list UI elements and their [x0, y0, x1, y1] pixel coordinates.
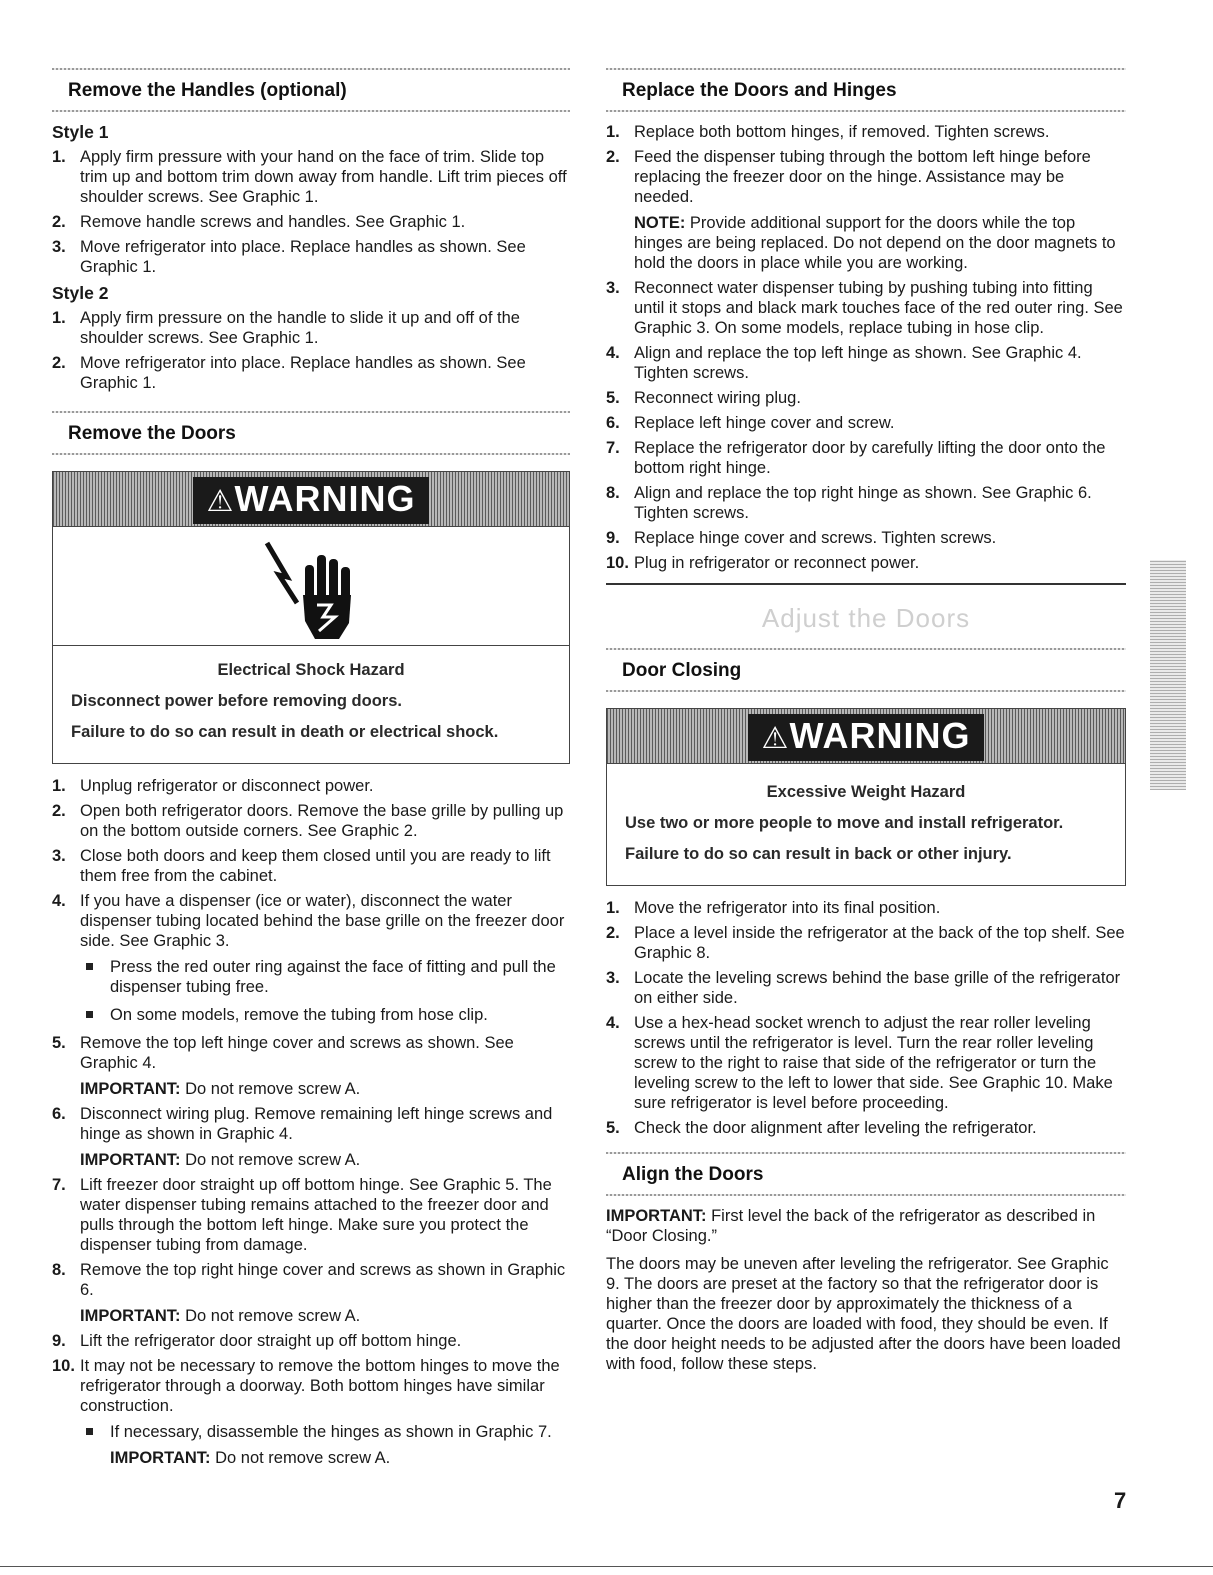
warning-box-electrical: [52, 471, 570, 764]
warning-body: [53, 646, 569, 763]
list-item: On some models, remove the tubing from hose clip.: [80, 1005, 570, 1025]
list-item: 3. Reconnect water dispenser tubing by pushing tubing into fitting until it stops and black mark touches face of the red outer ring. See Graphic 3. On some models, replace tubing in hose clip.: [606, 279, 1123, 337]
warning-line: Use two or more people to move and install refrigerator.: [625, 813, 1064, 832]
hazard-title: Excessive Weight Hazard: [766, 782, 966, 801]
page-number: 7: [1114, 1488, 1127, 1513]
section-title: Remove the Handles (optional): [68, 80, 347, 101]
list-item: 4. Align and replace the top left hinge as shown. See Graphic 4. Tighten screws.: [606, 344, 1082, 382]
list-item: 8. Align and replace the top right hinge as shown. See Graphic 6. Tighten screws.: [606, 484, 1092, 522]
remove-doors-steps: [52, 776, 570, 1468]
right-column: [606, 68, 1126, 1382]
list-item: 3. Close both doors and keep them closed until you are ready to lift them free from the cabinet.: [52, 847, 551, 885]
list-item: If necessary, disassemble the hinges as shown in Graphic 7. IMPORTANT: Do not remove screw A.: [80, 1422, 570, 1468]
warning-line: Failure to do so can result in death or electrical shock.: [71, 723, 499, 741]
list-item: 5. Reconnect wiring plug.: [606, 389, 801, 407]
left-column: [52, 68, 570, 1476]
section-title: Door Closing: [622, 659, 742, 681]
list-item: 2. Place a level inside the refrigerator at the back of the top shelf. See Graphic 8.: [606, 923, 1125, 962]
list-item: 4. Use a hex-head socket wrench to adjust the rear roller leveling screws until the refrigerator is level. Turn the rear roller leveling screw to the right to raise that side of the refrigerator or turn the leveling screw to the left to lower that side. See Graphic 10. Make sure refrigerator is level before proceeding.: [606, 1013, 1113, 1112]
list-item: 10. It may not be necessary to remove the bottom hinges to move the refrigerator through a doorway. Both bottom hinges have similar construction. If necessary, disassemble the hinges as shown in Graphic 7. IMPORTANT: Do not remove screw A.: [52, 1356, 570, 1468]
important-note: IMPORTANT: Do not remove screw A.: [80, 1080, 361, 1098]
list-item: 6. Replace left hinge cover and screw.: [606, 414, 895, 432]
style-2-label: Style 2: [52, 283, 109, 303]
list-item: 2. Open both refrigerator doors. Remove the base grille by pulling up on the bottom outside corners. See Graphic 2.: [52, 802, 564, 840]
list-item: 9. Replace hinge cover and screws. Tighten screws.: [606, 529, 997, 547]
list-item: 2. Remove handle screws and handles. See Graphic 1.: [52, 213, 466, 231]
warning-triangle-icon: ⚠: [206, 485, 235, 518]
list-item: 9. Lift the refrigerator door straight up off bottom hinge.: [52, 1332, 462, 1350]
sub-list: [80, 1422, 570, 1468]
list-item: Press the red outer ring against the face of fitting and pull the dispenser tubing free.: [80, 957, 570, 997]
list-item: 5. Remove the top left hinge cover and screws as shown. See Graphic 4. IMPORTANT: Do not remove screw A.: [52, 1033, 570, 1099]
section-header-align: [606, 1152, 1126, 1196]
note: NOTE: Provide additional support for the doors while the top hinges are being replaced. Do not depend on the door magnets to hold the doors in place while you are working.: [634, 214, 1116, 272]
warning-box-weight: [606, 708, 1126, 886]
list-item: 1. Move the refrigerator into its final position.: [606, 898, 941, 917]
warning-banner: [607, 709, 1125, 764]
electrical-shock-hand-icon: [253, 531, 373, 643]
warning-icon-area: [53, 527, 569, 646]
list-item: 1. Apply firm pressure with your hand on the face of trim. Slide top trim up and bottom trim down away from handle. Lift trim pieces off shoulder screws. See Graphic 1.: [52, 148, 567, 206]
list-item: 10. Plug in refrigerator or reconnect power.: [606, 554, 920, 572]
important-note: IMPORTANT: Do not remove screw A.: [80, 1307, 361, 1325]
warning-line: Failure to do so can result in back or other injury.: [625, 844, 1012, 863]
sub-list: [80, 957, 570, 1025]
list-item: 2. Feed the dispenser tubing through the bottom left hinge before replacing the freezer door on the hinge. Assistance may be needed. NOTE: Provide additional support for the doors while the top hinges are being replaced. Do not depend on the door magnets to hold the doors in place while you are working.: [606, 147, 1126, 273]
list-item: 7. Lift freezer door straight up off bottom hinge. See Graphic 5. The water dispenser tubing remains attached to the freezer door and pulls through the bottom left hinge. Make sure you protect the dispenser tubing from damage.: [52, 1176, 552, 1254]
list-item: 5. Check the door alignment after leveling the refrigerator.: [606, 1118, 1037, 1137]
list-item: 3. Move refrigerator into place. Replace handles as shown. See Graphic 1.: [52, 238, 526, 276]
section-header-doors: [52, 411, 570, 455]
list-item: 8. Remove the top right hinge cover and screws as shown in Graphic 6. IMPORTANT: Do not remove screw A.: [52, 1260, 570, 1326]
section-title: Replace the Doors and Hinges: [622, 80, 897, 101]
list-item: 6. Disconnect wiring plug. Remove remaining left hinge screws and hinge as shown in Graphic 4. IMPORTANT: Do not remove screw A.: [52, 1104, 570, 1170]
style-2-steps: [52, 308, 570, 393]
section-title: Align the Doors: [622, 1163, 764, 1185]
align-paragraph: The doors may be uneven after leveling the refrigerator. See Graphic 9. The doors are preset at the factory so that the refrigerator door is higher than the freezer door by approximately the thickness of a quarter. Once the doors are loaded with food, they should be even. If the door height needs to be adjusted after the doors have been loaded with food, follow these steps.: [606, 1254, 1121, 1373]
list-item: 1. Unplug refrigerator or disconnect power.: [52, 777, 374, 795]
style-1-steps: [52, 147, 570, 277]
door-closing-steps: [606, 898, 1126, 1138]
section-header-handles: [52, 68, 570, 112]
list-item: 1. Replace both bottom hinges, if removed. Tighten screws.: [606, 123, 1050, 141]
important-note: IMPORTANT: Do not remove screw A.: [110, 1449, 391, 1467]
divider: [606, 583, 1126, 585]
list-item: 1. Apply firm pressure on the handle to slide it up and off of the shoulder screws. See Graphic 1.: [52, 309, 520, 347]
replace-steps: [606, 122, 1126, 573]
section-header-closing: [606, 648, 1126, 692]
warning-line: Disconnect power before removing doors.: [71, 692, 402, 710]
list-item: 4. If you have a dispenser (ice or water), disconnect the water dispenser tubing located behind the base grille on the freezer door side. See Graphic 3. Press the red outer ring against the face of fitting and pull the dispenser tubing free. On some models, remove the tubing from hose clip.: [52, 891, 570, 1025]
bottom-rule: [0, 1566, 1213, 1567]
warning-banner: [53, 472, 569, 527]
style-1-label: Style 1: [52, 122, 109, 142]
important-note: IMPORTANT: Do not remove screw A.: [80, 1151, 361, 1169]
warning-title: ⚠WARNING: [193, 477, 430, 524]
important-note: IMPORTANT: First level the back of the refrigerator as described in “Door Closing.”: [606, 1206, 1096, 1245]
warning-triangle-icon: ⚠: [761, 721, 790, 755]
list-item: 2. Move refrigerator into place. Replace handles as shown. See Graphic 1.: [52, 354, 526, 392]
warning-title: ⚠WARNING: [748, 714, 985, 761]
list-item: 7. Replace the refrigerator door by carefully lifting the door onto the bottom right hinge.: [606, 439, 1106, 477]
list-item: 3. Locate the leveling screws behind the base grille of the refrigerator on either side.: [606, 968, 1121, 1007]
section-title: Remove the Doors: [68, 423, 236, 444]
hazard-title: Electrical Shock Hazard: [217, 661, 405, 679]
section-header-replace: [606, 68, 1126, 112]
adjust-doors-heading: Adjust the Doors: [761, 602, 971, 633]
warning-body: [607, 764, 1125, 885]
side-tab-decoration: [1150, 560, 1186, 790]
